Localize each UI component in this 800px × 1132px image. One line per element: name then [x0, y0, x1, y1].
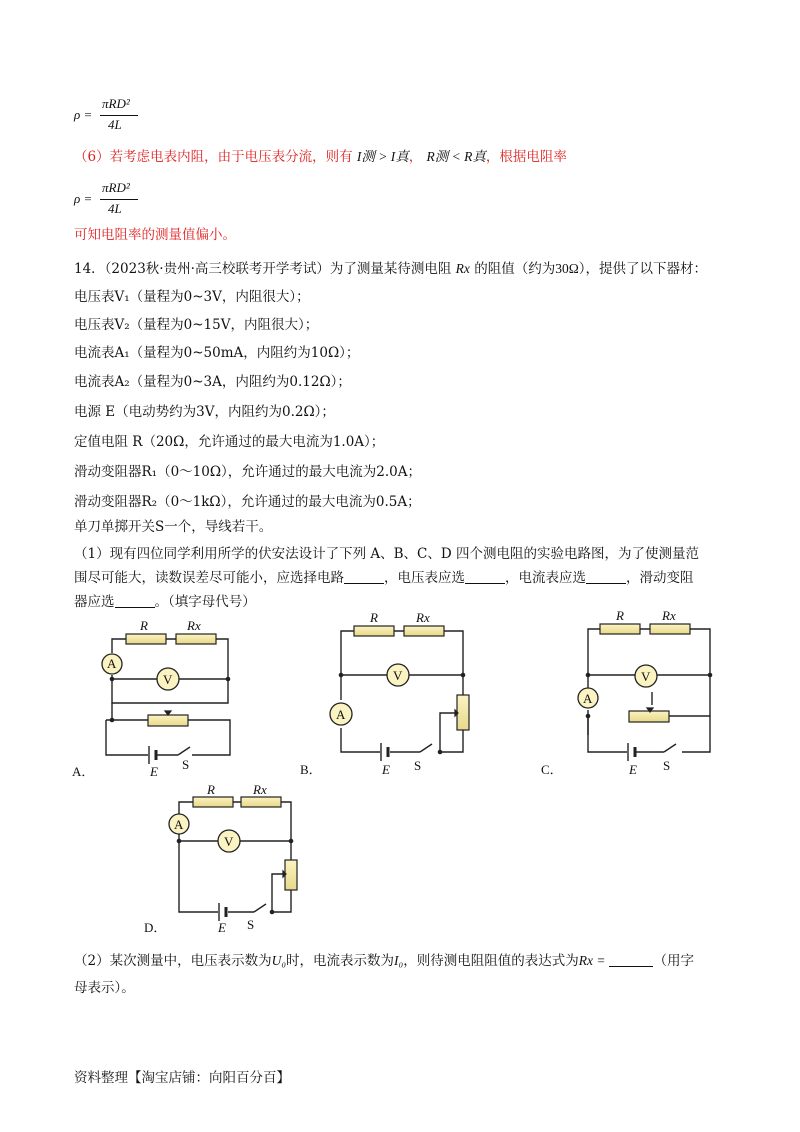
option-b-label: B． [300, 762, 322, 777]
equipment-item: 单刀单掷开关S一个，导线若干。 [74, 519, 273, 535]
part2-text: （用字 [653, 953, 694, 969]
equipment-item: 电源 E（电动势约为3V，内阻约为0.2Ω）； [74, 404, 335, 420]
conclusion: 可知电阻率的测量值偏小。 [74, 227, 236, 243]
part2-text: 时，电流表示数为 [286, 953, 395, 969]
ineq-resistance: R测 < R真 [426, 149, 486, 164]
s-label: S [414, 758, 422, 773]
e-label: E [382, 762, 390, 777]
formula-numerator: πRD² [102, 96, 130, 111]
option-a-label: A． [72, 764, 95, 779]
answer-blank-circuit[interactable] [344, 569, 384, 584]
answer-blank-ammeter[interactable] [586, 569, 626, 584]
resistor-r [193, 797, 233, 807]
equipment-item: 电流表A₂（量程为0~3A，内阻约为0.12Ω）； [74, 374, 351, 390]
q14-intro-text2: 的阻值（约为 [474, 261, 556, 277]
answer-blank-voltmeter[interactable] [465, 569, 505, 584]
circuit-d [179, 802, 291, 912]
circuit-c [588, 629, 710, 752]
resistor-r [600, 624, 640, 634]
e-label: E [629, 762, 637, 777]
formula-lhs: ρ = [74, 107, 93, 122]
equipment-item: 电压表V₁（量程为0~3V，内阻很大）； [74, 289, 310, 305]
formula-numerator: πRD² [102, 180, 130, 195]
part1-line2 [74, 568, 694, 588]
resistor-rx [404, 626, 444, 636]
rheostat [629, 711, 669, 722]
option-d-label: D． [144, 920, 167, 935]
circuit-a [106, 639, 230, 755]
part1-text: 器应选 [74, 594, 115, 610]
equipment-item: 滑动变阻器R₂（0～1kΩ），允许通过的最大电流为0.5A； [74, 494, 421, 510]
s-label: S [663, 758, 671, 773]
r-label: R [370, 610, 378, 625]
equipment-item: 电流表A₁（量程为0~50mA，内阻约为10Ω）； [74, 345, 360, 361]
ineq-current: I测 > I真 [356, 149, 409, 164]
option-c-label: C． [541, 762, 563, 777]
i0-symbol: I₀ [394, 953, 404, 968]
q14-intro [74, 259, 707, 279]
r-label: R [140, 618, 148, 633]
part1-line3 [74, 592, 256, 612]
part1-text: ，滑动变阻 [626, 570, 694, 586]
formula-lhs: ρ = [74, 191, 93, 206]
rx-label: Rx [253, 782, 267, 797]
footer: 资料整理【淘宝店铺：向阳百分百】 [74, 1070, 290, 1086]
circuit-b [341, 631, 463, 752]
rx-value: 30Ω [555, 261, 579, 276]
voltmeter-label: V [641, 669, 651, 684]
r-label: R [616, 610, 624, 623]
equipment-item: 定值电阻 R（20Ω，允许通过的最大电流为1.0A）； [74, 434, 385, 450]
q14-intro-text: 14．（2023秋·贵州·高三校联考开学考试）为了测量某待测电阻 [74, 261, 452, 277]
r-label: R [207, 782, 215, 797]
answer-blank-rx[interactable] [609, 952, 653, 967]
part2-text: （2）某次测量中，电压表示数为 [74, 953, 272, 969]
part1-text: 。（填字母代号） [154, 594, 256, 610]
voltmeter-label: V [393, 668, 403, 683]
resistor-rx [176, 634, 216, 644]
separator: ， [408, 149, 423, 165]
part1-text: ，电压表应选 [384, 570, 465, 586]
rx-label: Rx [416, 610, 430, 625]
rx-label: Rx [662, 610, 676, 623]
ammeter-label: A [583, 691, 593, 706]
equipment-item: 滑动变阻器R₁（0～10Ω），允许通过的最大电流为2.0A； [74, 464, 422, 480]
e-label: E [150, 764, 158, 779]
equipment-item: 电压表V₂（量程为0~15V，内阻很大）； [74, 317, 319, 333]
s-label: S [247, 917, 255, 932]
ammeter-label: A [107, 656, 117, 671]
s-label: S [182, 757, 190, 772]
rx-symbol: Rx [455, 261, 470, 276]
part1-line1: （1）现有四位同学利用所学的伏安法设计了下列 A、B、C、D 四个测电阻的实验电路图，为了使测量范 [74, 546, 699, 562]
analysis-6-text: （6）若考虑电表内阻，由于电压表分流，则有 [74, 149, 353, 165]
part2-text: ，则待测电阻阻值的表达式为 [403, 953, 579, 969]
analysis-6 [74, 147, 567, 167]
formula-rho-1 [74, 96, 144, 136]
part1-text: ，电流表应选 [505, 570, 586, 586]
resistor-rx [650, 624, 690, 634]
resistor-rx [241, 797, 281, 807]
resistor-r [126, 634, 166, 644]
rx-label: Rx [187, 618, 201, 633]
rx-equation: Rx = [578, 953, 606, 968]
part1-text: 围尽可能大，读数误差尽可能小，应选择电路 [74, 570, 344, 586]
voltmeter-label: V [163, 672, 173, 687]
rheostat [148, 715, 188, 726]
rheostat [457, 695, 469, 730]
voltmeter-label: V [224, 834, 234, 849]
u0-symbol: U₀ [271, 953, 287, 968]
answer-blank-rheostat[interactable] [115, 593, 155, 608]
analysis-6-tail: ，根据电阻率 [485, 149, 567, 165]
e-label: E [218, 920, 226, 935]
rheostat [285, 860, 297, 890]
resistor-r [354, 626, 394, 636]
part2-line1 [74, 951, 694, 971]
ammeter-label: A [336, 707, 346, 722]
part2-line2: 母表示）。 [74, 980, 135, 996]
q14-intro-text3: ），提供了以下器材： [578, 261, 708, 277]
formula-rho-2 [74, 180, 144, 220]
formula-denominator: 4L [108, 117, 122, 132]
circuit-diagrams [0, 610, 800, 940]
ammeter-label: A [174, 817, 184, 832]
formula-denominator: 4L [108, 201, 122, 216]
